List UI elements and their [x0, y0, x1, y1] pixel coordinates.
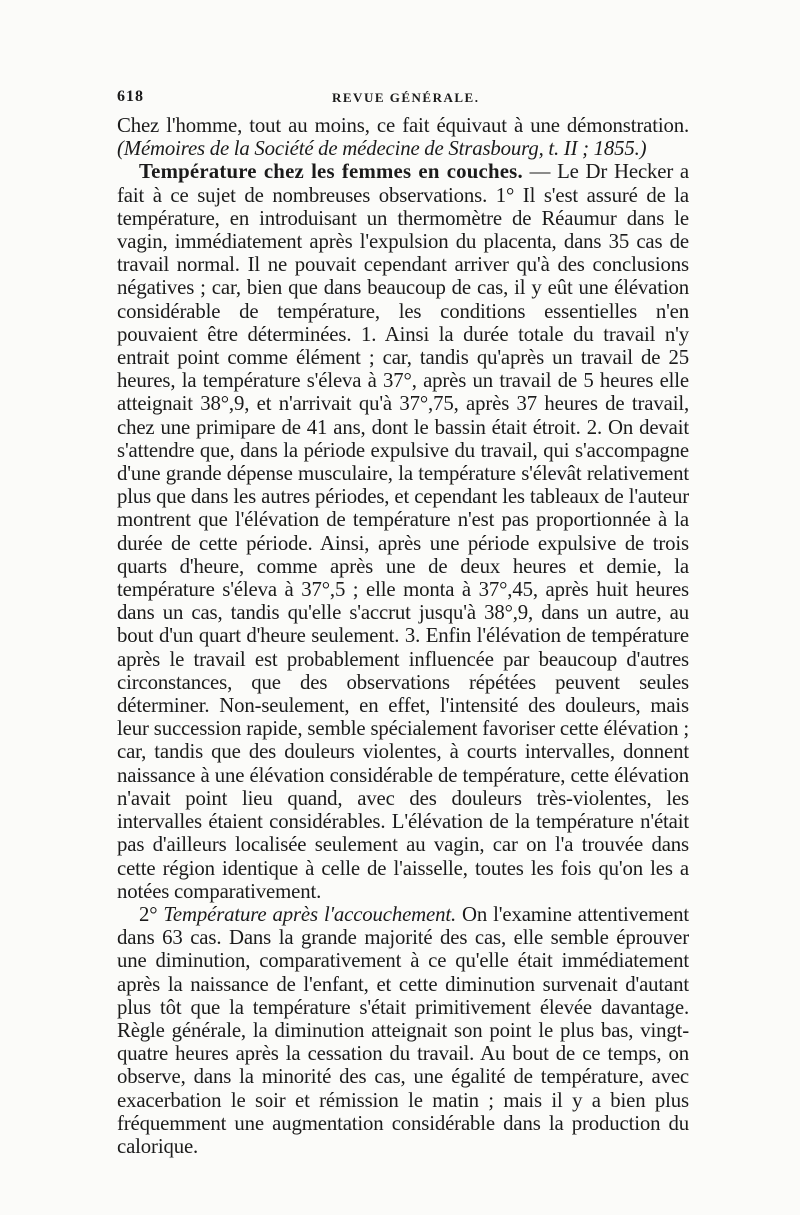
running-title: REVUE GÉNÉRALE.	[332, 90, 480, 105]
book-page	[117, 88, 689, 1158]
body-text	[117, 114, 689, 1158]
paragraph-2-subtitle: Température après l'accouchement.	[163, 902, 457, 926]
citation: (Mémoires de la Société de médecine de Strasbourg, t. II ; 1855.)	[117, 137, 647, 161]
section-body: — Le Dr Hecker a fait à ce sujet de nombreuses observations. 1° Il s'est assuré de la température, en introduisant un thermomètre de Réaumur dans le vagin, immédiatement après l'expulsion du placenta, dans 35 cas de travail normal. Il ne pouvait cependant arriver qu'à des conclusions négatives ; car, bien que dans beaucoup de cas, il y eût une élévation considérable de température, les conditions essentielles n'en pouvaient être déterminées. 1. Ainsi la durée totale du travail n'y entrait point comme élément ; car, tandis qu'après un travail de 25 heures, la température s'éleva à 37°, après un travail de 5 heures elle atteignait 38°,9, et n'arrivait qu'à 37°,75, après 37 heures de travail, chez une primipare de 41 ans, dont le bassin était étroit. 2. On devait s'attendre que, dans la période expulsive du travail, qui s'accompagne d'une grande dépense musculaire, la température s'élevât relativement plus que dans les autres périodes, et cependant les tableaux de l'auteur montrent que l'élévation de température n'est pas proportionnée à la durée de cette période. Ainsi, après une période expulsive de trois quarts d'heure, comme après une de deux heures et demie, la température s'éleva à 37°,5 ; elle monta à 37°,45, après huit heures dans un cas, tandis qu'elle s'accrut jusqu'à 38°,9, dans un autre, au bout d'un quart d'heure seulement. 3. Enfin l'élévation de température après le travail est probablement influencée par beaucoup d'autres circonstances, que des observations répétées peuvent seules déterminer. Non-seulement, en effet, l'intensité des douleurs, mais leur succession rapide, semble spécialement favoriser cette élévation ; car, tandis que des douleurs violentes, à courts intervalles, donnent naissance à une élévation considérable de température, cette élévation n'avait point lieu quand, avec des douleurs très-violentes, les intervalles étaient considérables. L'élévation de la température n'était pas d'ailleurs localisée seulement au vagin, car on l'a trouvée dans cette région identique à celle de l'aisselle, toutes les fois qu'on les a notées comparativement.	[117, 160, 690, 903]
opening-sentence: Chez l'homme, tout au moins, ce fait équivaut à une démonstration.	[117, 114, 689, 137]
paragraph-2	[117, 903, 689, 1158]
opening-paragraph	[117, 114, 689, 160]
paragraph-2-body: On l'examine attentivement dans 63 cas. Dans la grande majorité des cas, elle semble éprouver une diminution, comparativement à ce qu'elle était immédiatement après la naissance de l'enfant, et cette diminution survenait d'autant plus tôt que la température s'était primitivement élevée davantage. Règle générale, la diminution atteignait son point le plus bas, vingt-quatre heures après la cessation du travail. Au bout de ce temps, on observe, dans la minorité des cas, une égalité de température, avec exacerbation le soir et rémission le matin ; mais il y a bien plus fréquemment une augmentation considérable dans la production du calorique.	[117, 902, 689, 1158]
page-number: 618	[117, 88, 144, 105]
section-paragraph	[117, 160, 689, 903]
running-head	[117, 88, 689, 114]
paragraph-2-number: 2°	[139, 902, 158, 926]
section-title: Température chez les femmes en couches.	[139, 160, 523, 184]
